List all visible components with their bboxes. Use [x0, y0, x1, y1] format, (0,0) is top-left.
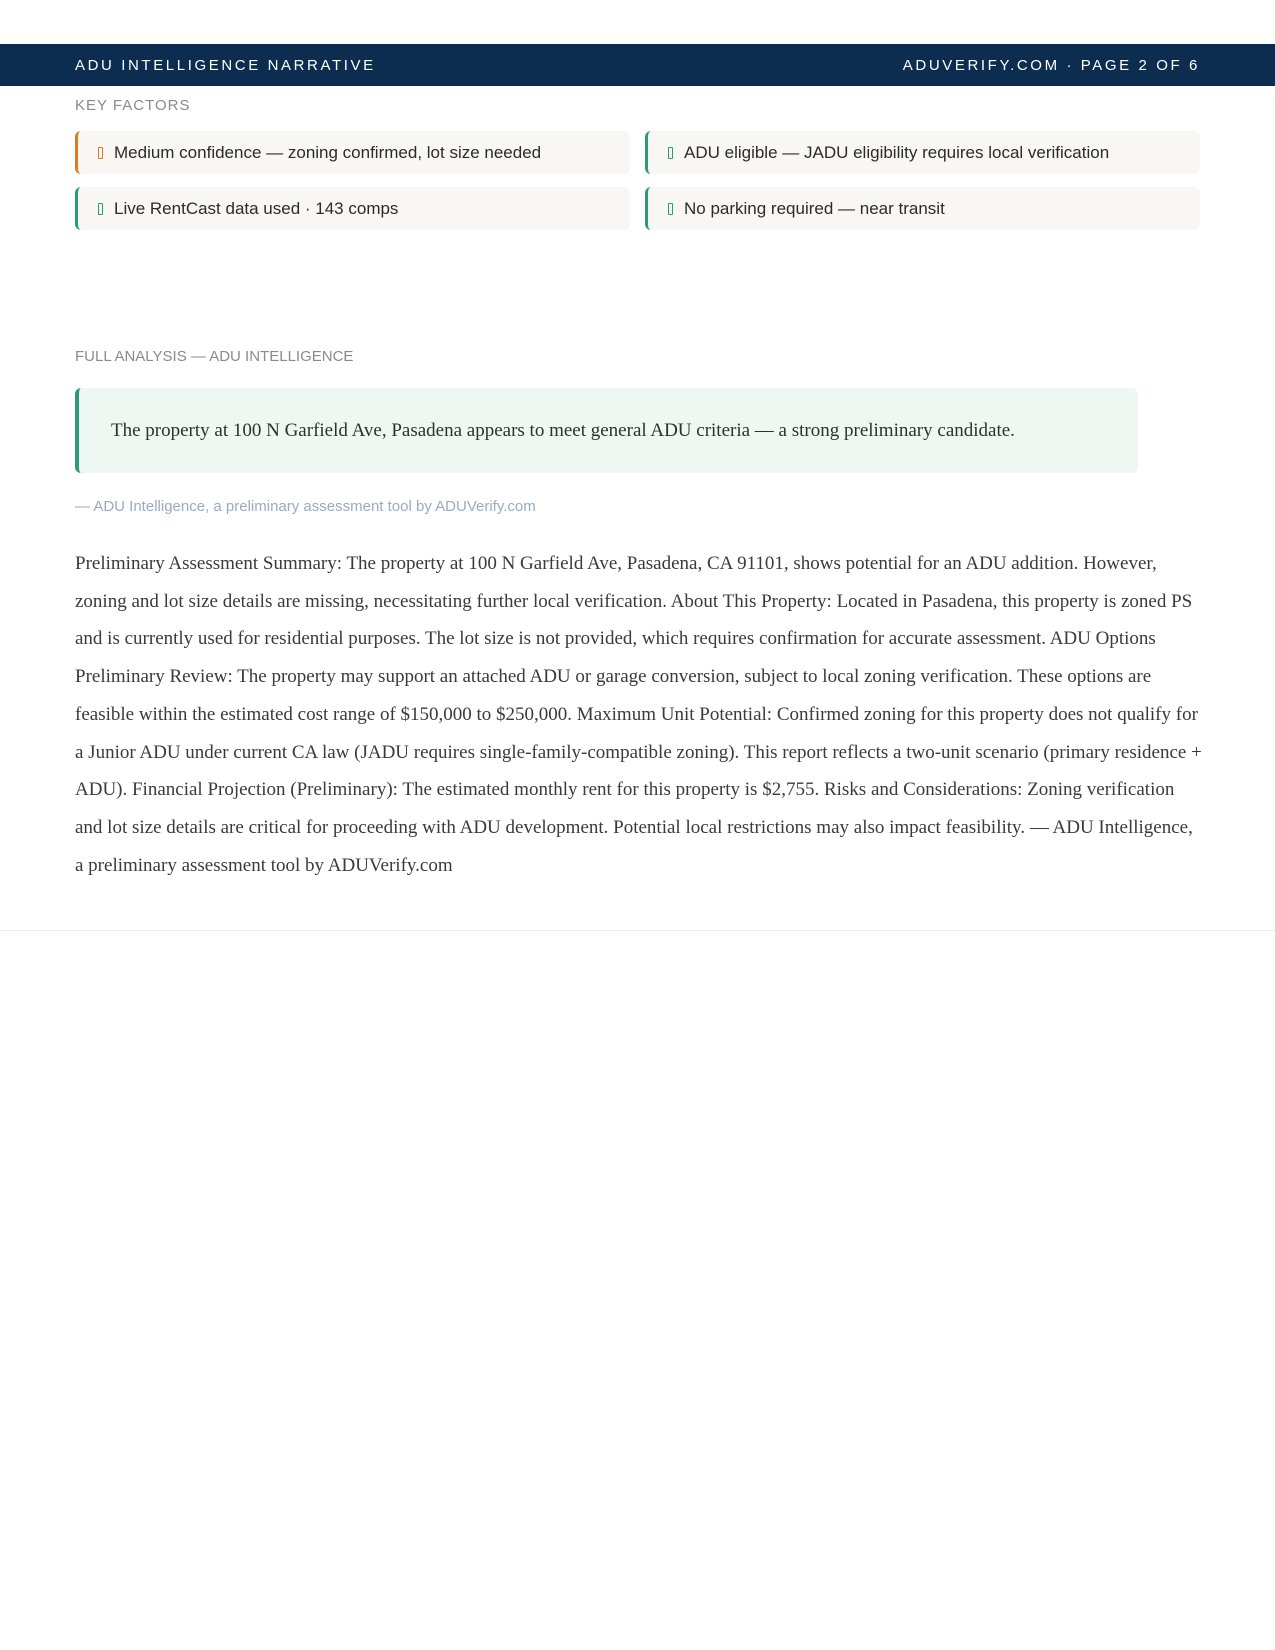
factor-text: Medium confidence — zoning confirmed, lot size needed	[114, 142, 542, 162]
analysis-body: Preliminary Assessment Summary: The property at 100 N Garfield Ave, Pasadena, CA 91101, shows potential for an ADU addition. However, zoning and lot size details are missing, necessitating further local verification. About This Property: Located in Pasadena, this property is zoned PS and is currently used for residential purposes. The lot size is not provided, which requires confirmation for accurate assessment. ADU Options Preliminary Review: The property may support an attached ADU or garage conversion, subject to local zoning verification. These options are feasible within the estimated cost range of $150,000 to $250,000. Maximum Unit Potential: Confirmed zoning for this property does not qualify for a Junior ADU under current CA law (JADU requires single-family-compatible zoning). This report reflects a two-unit scenario (primary residence + ADU). Financial Projection (Preliminary): The estimated monthly rent for this property is $2,755. Risks and Considerations: Zoning verification and lot size details are critical for proceeding with ADU development. Potential local restrictions may also impact feasibility. — ADU Intelligence, a preliminary assessment tool by ADUVerify.com	[75, 553, 1202, 876]
header-page-info: ADUVERIFY.COM · PAGE 2 OF 6	[902, 56, 1200, 74]
status-icon	[98, 147, 103, 159]
header-title: ADU INTELLIGENCE NARRATIVE	[75, 56, 376, 74]
factor-card-parking	[645, 187, 1200, 230]
page-divider	[0, 930, 1275, 931]
status-icon	[668, 203, 673, 215]
status-icon	[668, 147, 673, 159]
quote-attribution: — ADU Intelligence, a preliminary assessment tool by ADUVerify.com	[75, 498, 536, 515]
status-icon	[98, 203, 103, 215]
key-factors-grid	[75, 131, 1200, 230]
factor-text: Live RentCast data used · 143 comps	[114, 198, 399, 218]
key-factors-heading: KEY FACTORS	[75, 97, 191, 114]
page-header	[0, 44, 1275, 86]
factor-text: ADU eligible — JADU eligibility requires local verification	[684, 142, 1110, 162]
summary-quote	[75, 388, 1138, 473]
full-analysis-heading: FULL ANALYSIS — ADU INTELLIGENCE	[75, 348, 354, 365]
summary-quote-text: The property at 100 N Garfield Ave, Pasadena appears to meet general ADU criteria — a strong preliminary candidate.	[111, 419, 1015, 441]
factor-card-rent-data	[75, 187, 630, 230]
factor-card-confidence	[75, 131, 630, 174]
factor-card-eligibility	[645, 131, 1200, 174]
factor-text: No parking required — near transit	[684, 198, 945, 218]
